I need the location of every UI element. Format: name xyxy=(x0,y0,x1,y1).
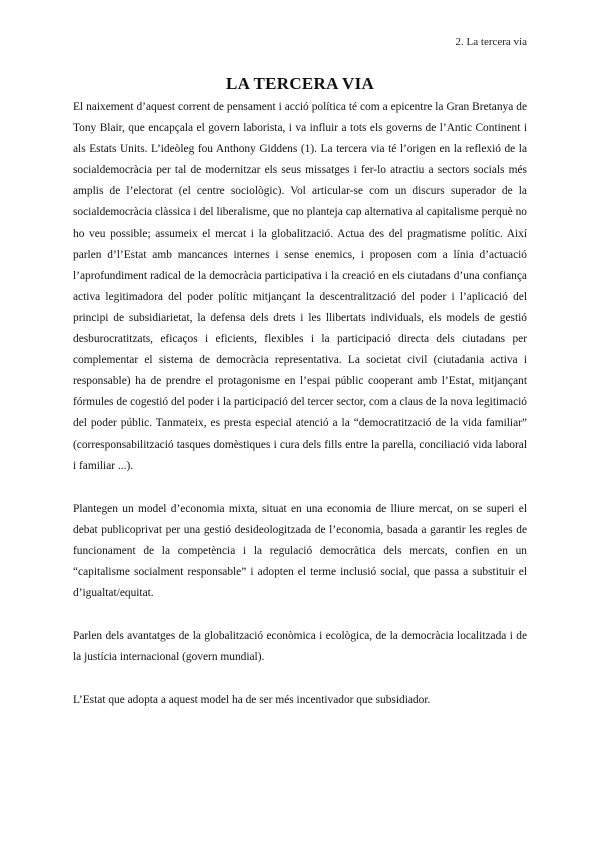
running-header: 2. La tercera via xyxy=(455,36,527,48)
paragraph-4: L’Estat que adopta a aquest model ha de ser més incentivador que subsidiador. xyxy=(73,694,431,707)
document-title: LA TERCERA VIA xyxy=(225,74,375,93)
document-body xyxy=(73,97,527,733)
paragraph-1: El naixement d’aquest corrent de pensament i acció política té com a epicentre la Gran Bretanya de Tony Blair, que encapçala el govern laborista, i va influir a tots els governs de l’Antic Continent i als Estats Units. L’ideòleg fou Anthony Giddens (1). La tercera via té l’origen en la reflexió de la socialdemocràcia per tal de modernitzar els seus missatges i fer-lo atractiu a sectors socials més amplis de l’electorat (el centre sociològic). Vol articular-se com un discurs superador de la socialdemocràcia clàssica i del liberalisme, que no planteja cap alternativa al capitalisme perquè no ho veu possible; assumeix el mercat i la globalització. Actua des del pragmatisme polític. Així parlen d’l’Estat amb mancances internes i sense enemics, i proposen com a línia d’actuació l’aprofundiment radical de la democràcia participativa i la creació en els ciutadans d’una confiança activa legitimadora del poder polític mitjançant la descentralització del poder i l’aplicació del principi de subsidiarietat, la defensa dels drets i les llibertats individuals, els models de gestió desburocratitzats, eficaços i eficients, flexibles i la participació directa dels ciutadans per complementar el sistema de democràcia representativa. La societat civil (ciutadania activa i responsable) ha de prendre el protagonisme en l’espai públic cooperant amb l’Estat, mitjançant fórmules de cogestió del poder i la participació del tercer sector, com a claus de la nova legitimació del poder públic. Tanmateix, es presta especial atenció a la “democratització de la vida familiar” (corresponsabilització tasques domèstiques i cura dels fills entre la parella, conciliació vida laboral i familiar ...). xyxy=(73,101,527,472)
paragraph-3: Parlen dels avantatges de la globalització econòmica i ecològica, de la democràcia localitzada i de la justícia internacional (govern mundial). xyxy=(73,630,527,664)
paragraph-2: Plantegen un model d’economia mixta, situat en una economia de lliure mercat, on se superi el debat publicoprivat per una gestió desideologitzada de l’economia, basada a garantir les regles de funcionament de la competència i la regulació democràtica dels mercats, confien en un “capitalisme socialment responsable” i adopten el terme inclusió social, que passa a substituir el d’igualtat/equitat. xyxy=(73,502,527,600)
